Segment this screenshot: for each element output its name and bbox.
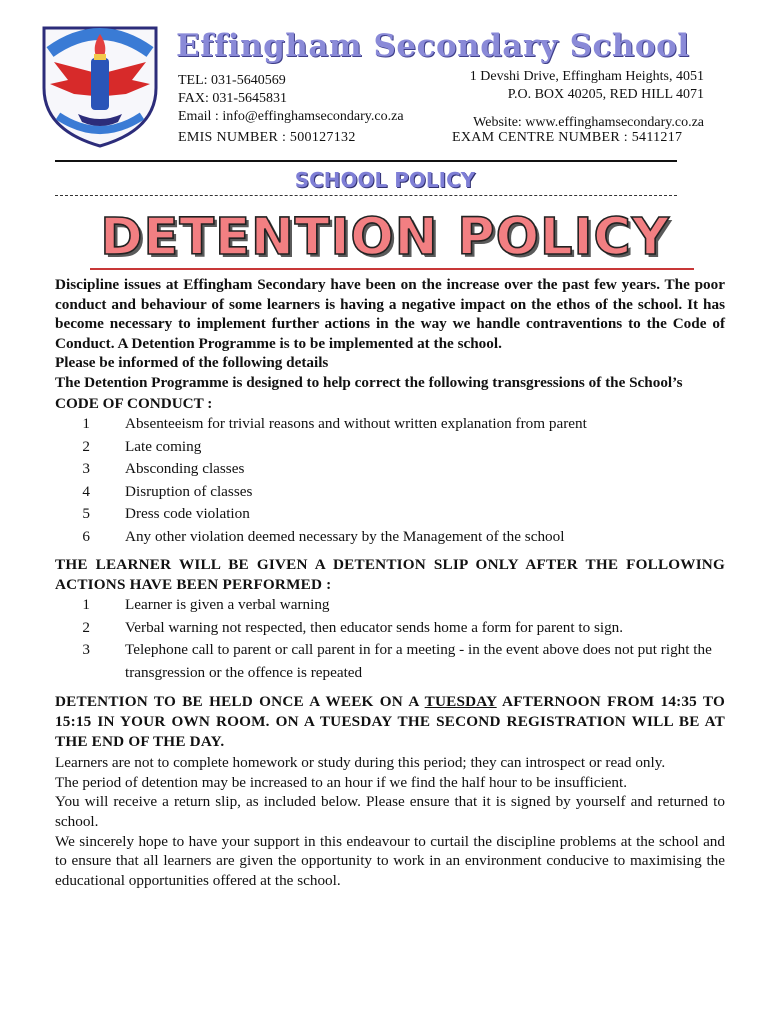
fax: FAX: 031-5645831 xyxy=(178,91,288,106)
paragraph: The period of detention may be increased to an hour if we find the half hour to be insufficient. xyxy=(55,773,628,791)
actions-heading: THE LEARNER WILL BE GIVEN A DETENTION SLIP ONLY AFTER THE FOLLOWING ACTIONS HAVE BEEN PERFORMED : xyxy=(55,556,725,593)
item-text: Learner is given a verbal warning xyxy=(125,596,330,614)
detention-schedule xyxy=(55,692,725,751)
please-note: Please be informed of the following details xyxy=(55,354,329,372)
email: Email : info@effinghamsecondary.co.za xyxy=(178,109,404,124)
closing-paragraphs xyxy=(55,753,725,890)
paragraph: We sincerely hope to have your support in this endeavour to curtail the discipline problems at the school and to ensure that all learners are given the opportunity to work in an environment conducive to maximising the educational opportunities offered at the school. xyxy=(55,832,725,889)
header-divider xyxy=(55,160,677,162)
exam-centre-number: EXAM CENTRE NUMBER : 5411217 xyxy=(452,130,683,145)
list-item xyxy=(55,594,725,617)
detention-text-end: AFTERNOON FROM 14:35 TO 15:15 IN YOUR OWN ROOM. ON A TUESDAY THE SECOND REGISTRATION WILL BE AT THE END OF THE DAY. xyxy=(55,693,725,750)
item-number: 5 xyxy=(82,505,90,523)
document-title: DETENTION POLICY xyxy=(100,208,670,267)
list-item xyxy=(55,503,725,526)
address-block xyxy=(470,68,704,132)
item-number: 2 xyxy=(82,618,90,636)
dashed-divider xyxy=(55,195,677,196)
item-number: 2 xyxy=(82,437,90,455)
item-text: Verbal warning not respected, then educator sends home a form for parent to sign. xyxy=(125,618,624,636)
policy-body xyxy=(55,275,725,890)
street-address: 1 Devshi Drive, Effingham Heights, 4051 xyxy=(469,69,704,84)
title-divider xyxy=(90,268,694,270)
list-item xyxy=(55,639,725,684)
list-item xyxy=(55,617,725,640)
school-crest-logo xyxy=(34,18,166,150)
programme-note: The Detention Programme is designed to help correct the following transgressions of the School’s xyxy=(55,373,683,391)
item-text: Dress code violation xyxy=(125,505,250,523)
code-of-conduct-list xyxy=(55,413,725,548)
intro-paragraph: Discipline issues at Effingham Secondary have been on the increase over the past few years. The poor conduct and behaviour of some learners is having a negative impact on the ethos of the school. It has become necessary to implement further actions in the way we handle contraventions to the Code of Conduct. A Detention Programme is to be implemented at the school. xyxy=(55,276,725,352)
list-item xyxy=(55,481,725,504)
item-text: Any other violation deemed necessary by the Management of the school xyxy=(125,527,565,545)
list-item xyxy=(55,458,725,481)
contact-details xyxy=(178,72,404,126)
website: Website: www.effinghamsecondary.co.za xyxy=(473,115,704,130)
school-name: Effingham Secondary School xyxy=(176,28,690,64)
list-item xyxy=(55,526,725,549)
postal-address: P.O. BOX 40205, RED HILL 4071 xyxy=(507,87,704,102)
item-number: 3 xyxy=(82,641,90,659)
emis-number: EMIS NUMBER : 500127132 xyxy=(178,130,356,145)
item-text: Telephone call to parent or call parent in for a meeting - in the event above does not put right the transgression or the offence is repeated xyxy=(125,641,712,681)
item-text: Absconding classes xyxy=(125,460,245,478)
item-text: Late coming xyxy=(125,437,202,455)
item-text: Disruption of classes xyxy=(125,482,253,500)
code-of-conduct-heading: CODE OF CONDUCT : xyxy=(55,394,213,412)
item-number: 1 xyxy=(82,596,90,614)
item-number: 4 xyxy=(82,482,90,500)
list-item xyxy=(55,436,725,459)
telephone: TEL: 031-5640569 xyxy=(178,73,286,88)
item-text: Absenteeism for trivial reasons and without written explanation from parent xyxy=(125,415,587,433)
item-number: 1 xyxy=(82,415,90,433)
detention-text-start: DETENTION TO BE HELD ONCE A WEEK ON A xyxy=(55,693,425,711)
paragraph: Learners are not to complete homework or study during this period; they can introspect or read only. xyxy=(55,754,666,772)
detention-day: TUESDAY xyxy=(424,693,497,711)
document-subtitle: SCHOOL POLICY xyxy=(294,168,476,192)
actions-list xyxy=(55,594,725,684)
item-number: 3 xyxy=(82,460,90,478)
paragraph: You will receive a return slip, as included below. Please ensure that it is signed by yourself and returned to school. xyxy=(55,793,725,830)
item-number: 6 xyxy=(82,527,90,545)
list-item xyxy=(55,413,725,436)
